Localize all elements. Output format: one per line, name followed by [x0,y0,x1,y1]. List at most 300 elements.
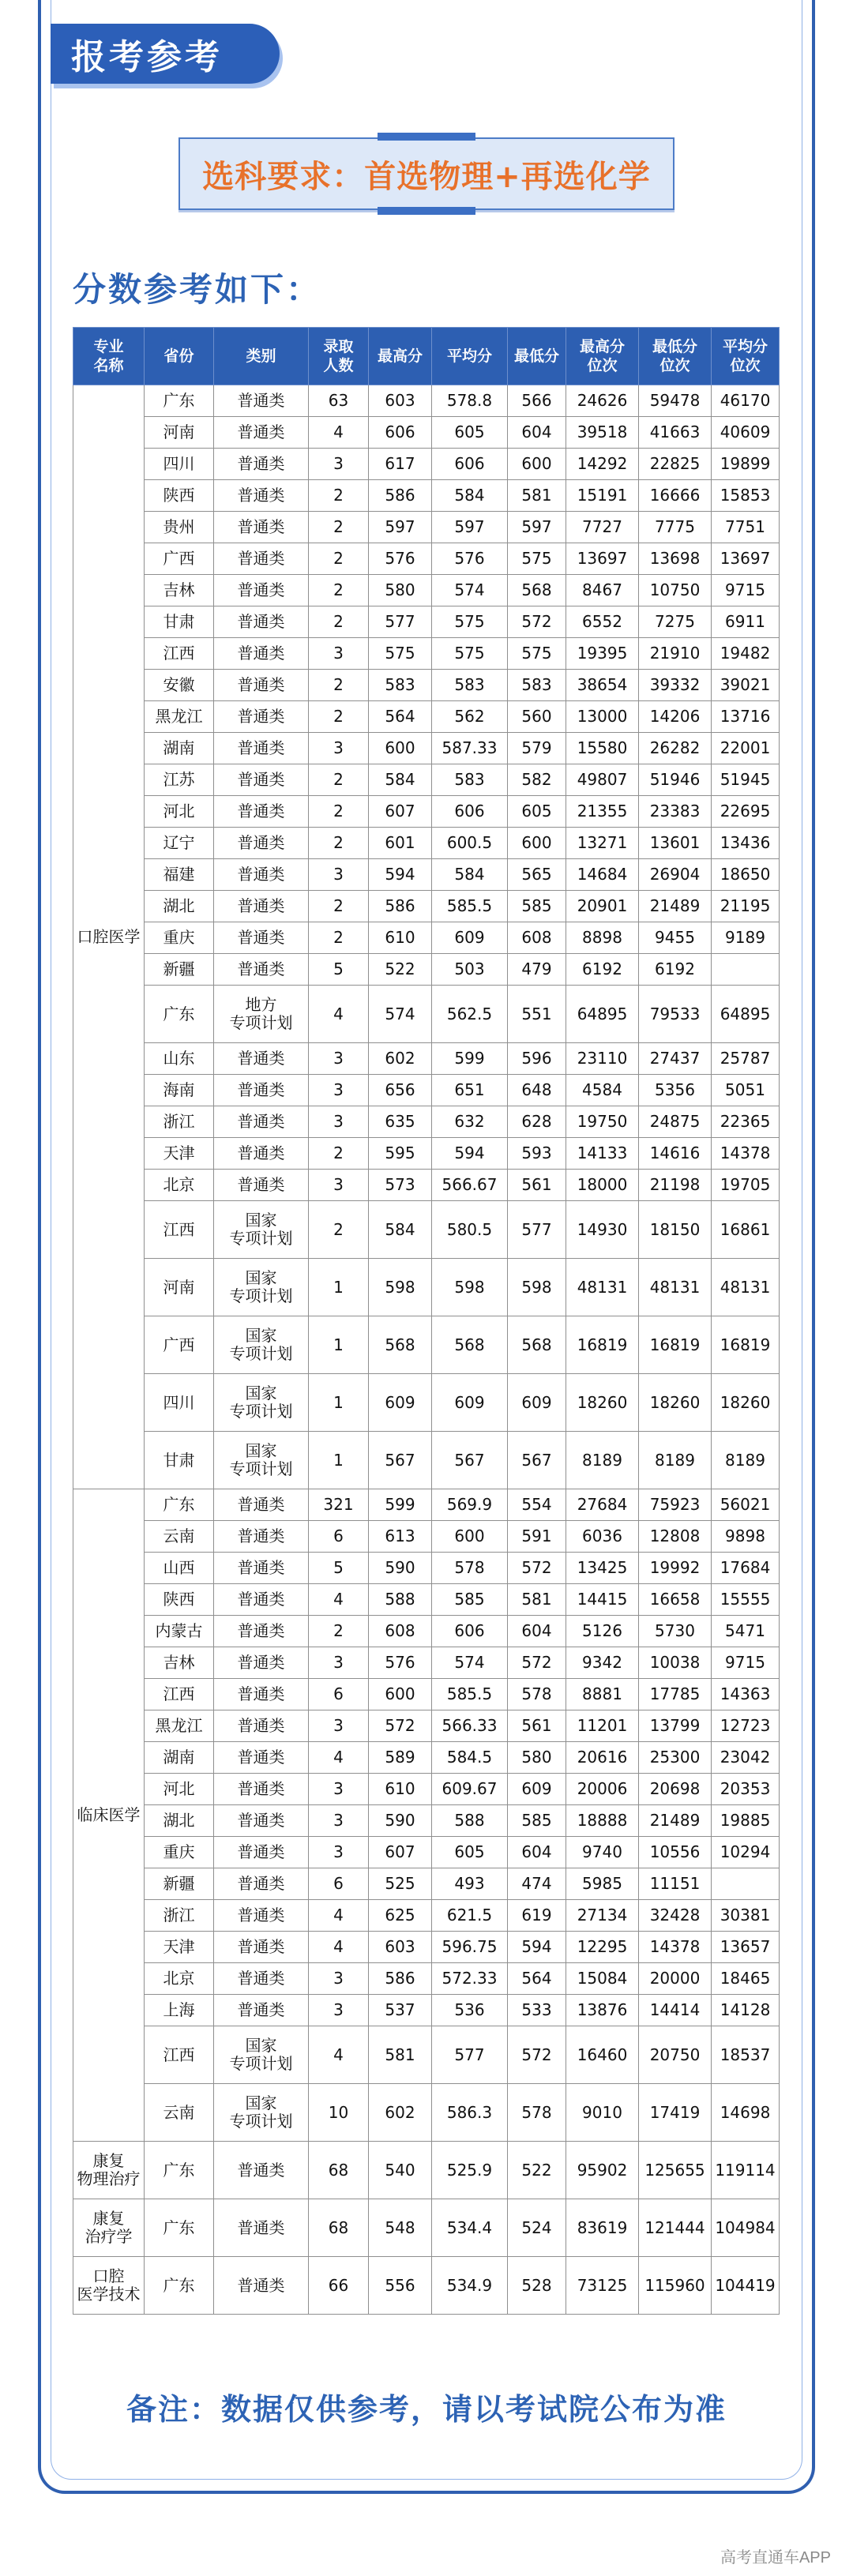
cell-province: 广东 [145,385,214,417]
cell-avg-rank: 7751 [712,512,780,543]
cell-min: 600 [508,449,566,480]
cell-avg: 574 [432,575,508,606]
cell-max-rank: 73125 [566,2257,639,2315]
cell-avg: 586.3 [432,2084,508,2142]
cell-avg: 583 [432,670,508,701]
cell-province: 陕西 [145,1584,214,1616]
cell-max-rank: 7727 [566,512,639,543]
cell-province: 江西 [145,638,214,670]
cell-category: 普通类 [214,1900,309,1932]
cell-province: 重庆 [145,1837,214,1868]
table-row [73,575,780,606]
cell-max: 617 [369,449,432,480]
cell-avg: 578.8 [432,385,508,417]
cell-admitted: 3 [309,1647,369,1679]
cell-min-rank: 11151 [639,1868,712,1900]
cell-min-rank: 39332 [639,670,712,701]
cell-province: 江苏 [145,764,214,796]
cell-max-rank: 8898 [566,922,639,954]
table-row [73,1374,780,1432]
cell-max-rank: 13425 [566,1553,639,1584]
cell-min: 566 [508,385,566,417]
table-row [73,512,780,543]
cell-max: 537 [369,1995,432,2026]
cell-max-rank: 8881 [566,1679,639,1710]
cell-category: 国家 专项计划 [214,1374,309,1432]
major-name-cell: 口腔 医学技术 [73,2257,145,2315]
table-row [73,1259,780,1316]
cell-avg: 576 [432,543,508,575]
cell-min-rank: 21489 [639,1805,712,1837]
cell-category: 国家 专项计划 [214,1316,309,1374]
column-header-category: 类别 [214,328,309,385]
cell-max-rank: 14415 [566,1584,639,1616]
table-row [73,922,780,954]
column-header-max-rank: 最高分 位次 [566,328,639,385]
cell-province: 广东 [145,986,214,1043]
cell-admitted: 2 [309,1138,369,1170]
cell-category: 普通类 [214,2257,309,2315]
cell-province: 内蒙古 [145,1616,214,1647]
cell-min: 600 [508,828,566,859]
subject-box-bottom-tab [378,207,475,215]
cell-avg: 569.9 [432,1489,508,1521]
cell-province: 新疆 [145,954,214,986]
cell-avg-rank: 21195 [712,891,780,922]
table-row [73,859,780,891]
cell-max: 656 [369,1075,432,1106]
cell-min-rank: 21489 [639,891,712,922]
cell-min: 572 [508,1647,566,1679]
major-name-cell: 康复 物理治疗 [73,2142,145,2199]
cell-province: 江西 [145,2026,214,2084]
cell-category: 普通类 [214,1742,309,1774]
subject-box-top-tab [378,133,475,141]
cell-min: 604 [508,1616,566,1647]
column-header-major: 专业 名称 [73,328,145,385]
cell-max-rank: 16460 [566,2026,639,2084]
cell-admitted: 4 [309,1584,369,1616]
table-row [73,764,780,796]
cell-avg-rank: 22365 [712,1106,780,1138]
cell-category: 普通类 [214,1837,309,1868]
cell-avg-rank: 18537 [712,2026,780,2084]
cell-province: 黑龙江 [145,1710,214,1742]
cell-admitted: 6 [309,1679,369,1710]
table-row [73,543,780,575]
footnote: 备注：数据仅供参考，请以考试院公布为准 [126,2392,727,2427]
cell-min-rank: 59478 [639,385,712,417]
cell-min-rank: 115960 [639,2257,712,2315]
cell-min: 554 [508,1489,566,1521]
cell-max-rank: 20616 [566,1742,639,1774]
cell-max: 608 [369,1616,432,1647]
cell-province: 陕西 [145,480,214,512]
cell-max: 572 [369,1710,432,1742]
cell-province: 天津 [145,1138,214,1170]
cell-max: 602 [369,1043,432,1075]
table-row [73,1837,780,1868]
cell-min: 572 [508,2026,566,2084]
cell-category: 普通类 [214,1710,309,1742]
cell-avg-rank: 14378 [712,1138,780,1170]
cell-province: 新疆 [145,1868,214,1900]
cell-min-rank: 26904 [639,859,712,891]
cell-province: 上海 [145,1995,214,2026]
cell-min: 551 [508,986,566,1043]
cell-admitted: 1 [309,1432,369,1489]
cell-min: 593 [508,1138,566,1170]
cell-min: 528 [508,2257,566,2315]
cell-min: 581 [508,480,566,512]
cell-max: 576 [369,543,432,575]
table-row [73,1489,780,1521]
table-row [73,1742,780,1774]
cell-min-rank: 75923 [639,1489,712,1521]
column-header-admitted: 录取 人数 [309,328,369,385]
cell-avg-rank [712,1868,780,1900]
cell-province: 山东 [145,1043,214,1075]
cell-avg-rank: 5471 [712,1616,780,1647]
cell-avg-rank: 40609 [712,417,780,449]
cell-avg-rank: 9715 [712,1647,780,1679]
cell-max: 598 [369,1259,432,1316]
cell-province: 甘肃 [145,606,214,638]
cell-min-rank: 20000 [639,1963,712,1995]
column-header-avg-rank: 平均分 位次 [712,328,780,385]
cell-max: 584 [369,764,432,796]
cell-min-rank: 17785 [639,1679,712,1710]
cell-max-rank: 9010 [566,2084,639,2142]
cell-avg: 606 [432,449,508,480]
cell-avg: 575 [432,638,508,670]
header-tab-label: 报考参考 [71,37,223,77]
section-title: 分数参考如下： [73,270,322,309]
cell-min-rank: 9455 [639,922,712,954]
cell-min-rank: 24875 [639,1106,712,1138]
cell-min-rank: 18150 [639,1201,712,1259]
table-body [73,385,780,2315]
cell-category: 普通类 [214,796,309,828]
cell-avg-rank: 17684 [712,1553,780,1584]
cell-max-rank: 24626 [566,385,639,417]
cell-admitted: 5 [309,954,369,986]
cell-max: 609 [369,1374,432,1432]
cell-min: 609 [508,1374,566,1432]
cell-min: 561 [508,1170,566,1201]
cell-min: 561 [508,1710,566,1742]
cell-min: 628 [508,1106,566,1138]
cell-avg: 534.9 [432,2257,508,2315]
cell-min-rank: 13601 [639,828,712,859]
cell-min-rank: 41663 [639,417,712,449]
cell-admitted: 2 [309,796,369,828]
cell-avg: 580.5 [432,1201,508,1259]
cell-admitted: 3 [309,1963,369,1995]
cell-min-rank: 14414 [639,1995,712,2026]
cell-avg: 578 [432,1553,508,1584]
cell-province: 广西 [145,1316,214,1374]
cell-avg-rank: 19899 [712,449,780,480]
cell-min-rank: 20698 [639,1774,712,1805]
table-row [73,670,780,701]
cell-province: 广东 [145,2142,214,2199]
cell-min-rank: 48131 [639,1259,712,1316]
cell-avg-rank: 14128 [712,1995,780,2026]
table-row [73,2084,780,2142]
cell-category: 普通类 [214,1075,309,1106]
cell-max: 590 [369,1805,432,1837]
cell-avg-rank: 13697 [712,543,780,575]
cell-admitted: 3 [309,859,369,891]
cell-max-rank: 19395 [566,638,639,670]
cell-province: 北京 [145,1963,214,1995]
cell-max: 576 [369,1647,432,1679]
cell-province: 海南 [145,1075,214,1106]
cell-avg-rank: 119114 [712,2142,780,2199]
cell-min-rank: 32428 [639,1900,712,1932]
cell-admitted: 66 [309,2257,369,2315]
cell-max: 575 [369,638,432,670]
cell-category: 普通类 [214,1616,309,1647]
table-row [73,701,780,733]
table-row [73,1075,780,1106]
cell-avg-rank: 104984 [712,2199,780,2257]
cell-max-rank: 5126 [566,1616,639,1647]
cell-min: 608 [508,922,566,954]
cell-max-rank: 18260 [566,1374,639,1432]
cell-min: 585 [508,891,566,922]
cell-min-rank: 14206 [639,701,712,733]
cell-max: 564 [369,701,432,733]
cell-avg-rank: 14698 [712,2084,780,2142]
cell-category: 普通类 [214,954,309,986]
cell-admitted: 3 [309,1710,369,1742]
cell-avg: 599 [432,1043,508,1075]
cell-max: 581 [369,2026,432,2084]
cell-avg-rank: 22695 [712,796,780,828]
cell-avg: 568 [432,1316,508,1374]
cell-avg: 600.5 [432,828,508,859]
cell-avg-rank: 5051 [712,1075,780,1106]
cell-max: 625 [369,1900,432,1932]
cell-province: 湖南 [145,1742,214,1774]
cell-province: 北京 [145,1170,214,1201]
major-name-cell: 临床医学 [73,1489,145,2142]
cell-max: 590 [369,1553,432,1584]
cell-min: 524 [508,2199,566,2257]
cell-min: 619 [508,1900,566,1932]
cell-max: 584 [369,1201,432,1259]
table-row [73,449,780,480]
table-row [73,1995,780,2026]
cell-avg-rank: 8189 [712,1432,780,1489]
cell-avg-rank: 46170 [712,385,780,417]
major-name-cell: 口腔医学 [73,385,145,1489]
cell-avg: 577 [432,2026,508,2084]
cell-max-rank: 13697 [566,543,639,575]
cell-avg-rank: 9189 [712,922,780,954]
cell-min: 604 [508,1837,566,1868]
cell-category: 普通类 [214,417,309,449]
cell-avg: 609 [432,922,508,954]
cell-category: 普通类 [214,638,309,670]
cell-category: 普通类 [214,1679,309,1710]
cell-avg: 493 [432,1868,508,1900]
cell-category: 普通类 [214,606,309,638]
cell-admitted: 1 [309,1374,369,1432]
cell-min: 596 [508,1043,566,1075]
cell-min: 594 [508,1932,566,1963]
table-row [73,2257,780,2315]
cell-avg: 588 [432,1805,508,1837]
cell-min-rank: 10556 [639,1837,712,1868]
table-row [73,1584,780,1616]
cell-category: 普通类 [214,828,309,859]
cell-avg-rank: 6911 [712,606,780,638]
cell-admitted: 3 [309,1075,369,1106]
cell-avg-rank: 19705 [712,1170,780,1201]
cell-min-rank: 8189 [639,1432,712,1489]
table-row [73,1521,780,1553]
cell-max: 522 [369,954,432,986]
cell-avg-rank: 13436 [712,828,780,859]
table-row [73,1170,780,1201]
app-watermark: 高考直通车APP [720,2549,831,2567]
table-row [73,480,780,512]
cell-avg: 605 [432,417,508,449]
cell-admitted: 4 [309,1900,369,1932]
cell-min: 568 [508,1316,566,1374]
cell-max: 573 [369,1170,432,1201]
cell-min: 575 [508,543,566,575]
table-row [73,1932,780,1963]
table-header-row [73,328,780,385]
cell-avg: 575 [432,606,508,638]
cell-avg-rank: 9715 [712,575,780,606]
cell-min: 565 [508,859,566,891]
cell-category: 普通类 [214,1106,309,1138]
cell-category: 普通类 [214,764,309,796]
cell-admitted: 4 [309,2026,369,2084]
cell-category: 国家 专项计划 [214,1259,309,1316]
cell-max-rank: 15084 [566,1963,639,1995]
cell-max-rank: 18888 [566,1805,639,1837]
cell-min-rank: 121444 [639,2199,712,2257]
table-row [73,385,780,417]
header-tab [51,24,280,84]
cell-province: 广东 [145,2199,214,2257]
cell-province: 湖南 [145,733,214,764]
cell-admitted: 3 [309,1805,369,1837]
cell-min: 479 [508,954,566,986]
table-row [73,606,780,638]
cell-avg-rank: 13657 [712,1932,780,1963]
cell-max: 606 [369,417,432,449]
cell-max-rank: 12295 [566,1932,639,1963]
cell-avg-rank: 12723 [712,1710,780,1742]
cell-max-rank: 49807 [566,764,639,796]
cell-admitted: 63 [309,385,369,417]
cell-avg: 609 [432,1374,508,1432]
cell-avg-rank: 10294 [712,1837,780,1868]
cell-max-rank: 23110 [566,1043,639,1075]
cell-category: 普通类 [214,2142,309,2199]
cell-min-rank: 13698 [639,543,712,575]
cell-max-rank: 6552 [566,606,639,638]
cell-admitted: 2 [309,828,369,859]
table-row [73,954,780,986]
table-row [73,1647,780,1679]
cell-min-rank: 27437 [639,1043,712,1075]
cell-max: 574 [369,986,432,1043]
cell-province: 广东 [145,1489,214,1521]
cell-avg: 585 [432,1584,508,1616]
cell-province: 河南 [145,417,214,449]
cell-min-rank: 16666 [639,480,712,512]
cell-province: 吉林 [145,575,214,606]
cell-min: 583 [508,670,566,701]
cell-avg-rank: 19885 [712,1805,780,1837]
cell-admitted: 4 [309,986,369,1043]
cell-category: 国家 专项计划 [214,2084,309,2142]
cell-min-rank: 21198 [639,1170,712,1201]
cell-category: 普通类 [214,1932,309,1963]
cell-avg: 596.75 [432,1932,508,1963]
cell-max-rank: 14292 [566,449,639,480]
table-row [73,828,780,859]
cell-province: 江西 [145,1679,214,1710]
cell-max: 610 [369,1774,432,1805]
cell-max: 603 [369,1932,432,1963]
cell-avg: 536 [432,1995,508,2026]
cell-min: 578 [508,2084,566,2142]
cell-category: 普通类 [214,701,309,733]
cell-max-rank: 14133 [566,1138,639,1170]
cell-category: 普通类 [214,2199,309,2257]
cell-min-rank: 22825 [639,449,712,480]
cell-avg: 566.33 [432,1710,508,1742]
cell-avg-rank: 18260 [712,1374,780,1432]
cell-min: 572 [508,1553,566,1584]
table-row [73,1710,780,1742]
cell-min: 578 [508,1679,566,1710]
cell-admitted: 2 [309,480,369,512]
cell-max-rank: 9740 [566,1837,639,1868]
cell-max: 525 [369,1868,432,1900]
cell-max: 586 [369,1963,432,1995]
cell-avg: 562.5 [432,986,508,1043]
cell-admitted: 2 [309,891,369,922]
cell-min-rank: 14378 [639,1932,712,1963]
cell-avg-rank: 51945 [712,764,780,796]
cell-category: 国家 专项计划 [214,1432,309,1489]
cell-avg: 584 [432,480,508,512]
cell-max: 586 [369,480,432,512]
cell-min-rank: 6192 [639,954,712,986]
cell-admitted: 2 [309,701,369,733]
cell-province: 山西 [145,1553,214,1584]
cell-max-rank: 83619 [566,2199,639,2257]
cell-max: 607 [369,796,432,828]
cell-avg: 562 [432,701,508,733]
cell-admitted: 4 [309,417,369,449]
cell-province: 黑龙江 [145,701,214,733]
cell-category: 普通类 [214,1043,309,1075]
cell-min-rank: 13799 [639,1710,712,1742]
cell-category: 普通类 [214,1647,309,1679]
cell-avg-rank: 48131 [712,1259,780,1316]
